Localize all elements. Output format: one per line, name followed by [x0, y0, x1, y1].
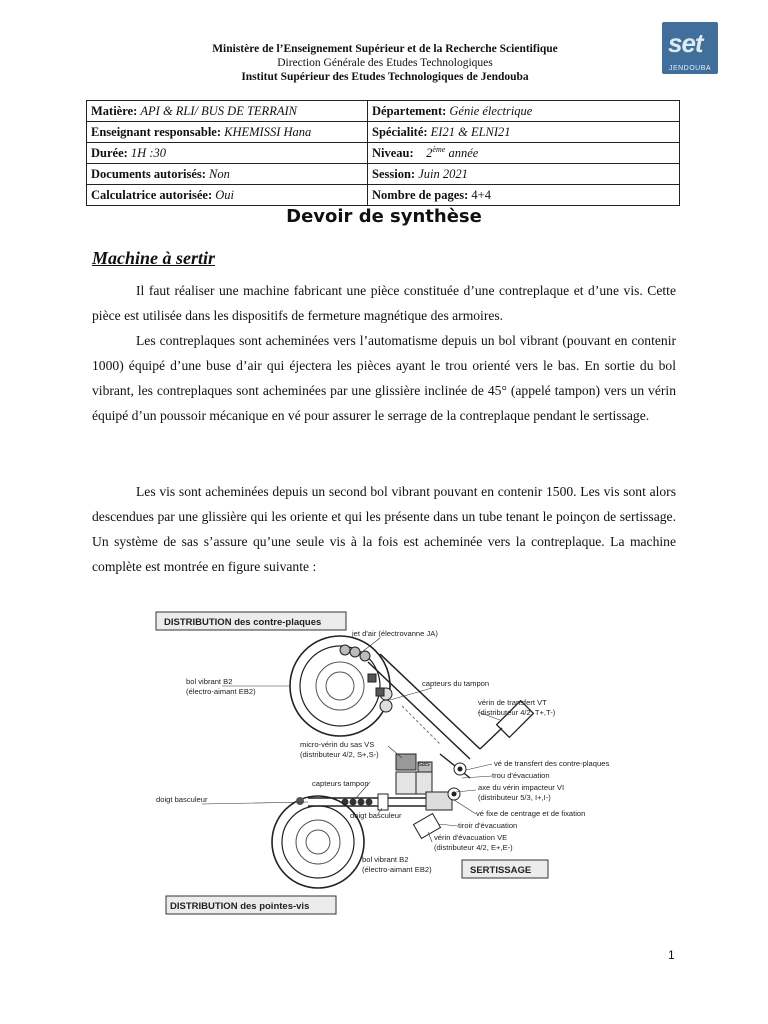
capteurs-tampon-top-label: capteurs du tampon	[422, 679, 490, 688]
logo-mark: set	[668, 28, 703, 58]
documents-value: Non	[209, 166, 230, 181]
specialite-cell: Spécialité: EI21 & ELNI21	[368, 122, 680, 143]
pages-value: 4+4	[471, 187, 491, 202]
bol-bottom-label-b: (électro-aimant EB2)	[362, 865, 432, 874]
matiere-cell: Matière: API & RLI/ BUS DE TERRAIN	[87, 101, 368, 122]
sas-label: sas	[418, 759, 430, 768]
enseignant-value: KHEMISSI Hana	[224, 124, 312, 139]
duree-value: 1H :30	[130, 145, 166, 160]
jet-air-label: jet d'air (électrovanne JA)	[352, 629, 438, 638]
documents-cell: Documents autorisés: Non	[87, 164, 368, 185]
verin-vt-label-a: vérin de transfert VT	[478, 698, 547, 707]
verin-vt-label-b: (distributeur 4/2, T+,T-)	[478, 708, 556, 717]
niveau-num: 2	[426, 146, 433, 161]
table-row	[87, 101, 680, 122]
matiere-value: API & RLI/ BUS DE TERRAIN	[140, 103, 297, 118]
institution-header	[120, 42, 650, 84]
doigt-basculeur-label-2: doigt basculeur	[350, 811, 402, 820]
exam-info-table	[86, 100, 680, 206]
box-sertissage-label: SERTISSAGE	[470, 865, 532, 876]
section-title: Machine à sertir	[92, 248, 216, 268]
niveau-cell: Niveau: 2ème année	[368, 143, 680, 164]
paragraph-vis: Les vis sont acheminées depuis un second bol vibrant pouvant en contenir 1500. Les vis sont alors descendues par une glissière qui les oriente et qui les présente dans un tube tenant le poinçon de sertissage. Un système de sas s’assure qu’une seule vis à la fois est acheminée vers la contreplaque. La machine complète est montrée en figure suivante :	[92, 484, 676, 574]
table-row	[87, 164, 680, 185]
ve-fixe-label: vé fixe de centrage et de fixation	[476, 809, 586, 818]
paragraph-contreplaques: Les contreplaques sont acheminées vers l’automatisme depuis un bol vibrant (pouvant en contenir 1000) équipé d’une buse d’air qui éjectera les pièces ayant le trou orienté vers le bas. En sortie du bol vibrant, les contreplaques sont acheminées par une glissière inclinée de 45° (appelé tampon) vers un vérin équipé d’un poussoir mécanique en vé pour assurer le serrage de la contreplaque pendant le sertissage.	[92, 333, 676, 423]
pages-cell: Nombre de pages: 4+4	[368, 185, 680, 206]
logo-city: JENDOUBA	[668, 65, 712, 72]
ve-transfert-label: vé de transfert des contre-plaques	[494, 759, 610, 768]
micro-verin-label-b: (distributeur 4/2, S+,S-)	[300, 750, 379, 759]
verin-ve-label-a: vérin d'évacuation VE	[434, 833, 508, 842]
top-vibrating-bowl	[290, 636, 392, 736]
axe-vi-label-b: (distributeur 5/3, I+,I-)	[478, 793, 551, 802]
table-row	[87, 143, 680, 164]
institute-line: Institut Supérieur des Etudes Technologiques de Jendouba	[241, 71, 529, 83]
enseignant-cell: Enseignant responsable: KHEMISSI Hana	[87, 122, 368, 143]
bol-top-label-b: (électro-aimant EB2)	[186, 687, 256, 696]
bol-bottom-label-a: bol vibrant B2	[362, 855, 409, 864]
duree-cell: Durée: 1H :30	[87, 143, 368, 164]
niveau-sup: ème	[432, 145, 446, 154]
trou-evac-label: trou d'évacuation	[492, 771, 550, 780]
tiroir-label: tiroir d'évacuation	[458, 821, 518, 830]
direction-line: Direction Générale des Etudes Technologiques	[277, 57, 493, 69]
specialite-value: EI21 & ELNI21	[430, 124, 511, 139]
doigt-basculeur-label-1: doigt basculeur	[156, 795, 208, 804]
iset-logo	[662, 22, 718, 74]
page-number: 1	[668, 948, 675, 962]
paragraph-intro: Il faut réaliser une machine fabricant une pièce constituée d’une contreplaque et d’une vis. Cette pièce est utilisée dans les dispositifs de fermeture magnétique des armoires.	[92, 283, 676, 323]
micro-verin-label-a: micro-vérin du sas VS	[300, 740, 375, 749]
bol-top-label-a: bol vibrant B2	[186, 677, 233, 686]
capteurs-tampon-label: capteurs tampon	[312, 779, 369, 788]
calculatrice-value: Oui	[215, 187, 235, 202]
ministry-line: Ministère de l’Enseignement Supérieur et de la Recherche Scientifique	[212, 43, 558, 55]
table-row	[87, 122, 680, 143]
axe-vi-label-a: axe du vérin impacteur VI	[478, 783, 565, 792]
table-row	[87, 185, 680, 206]
session-value: Juin 2021	[418, 166, 468, 181]
calculatrice-cell: Calculatrice autorisée: Oui	[87, 185, 368, 206]
box-top-label: DISTRIBUTION des contre-plaques	[164, 617, 322, 628]
departement-cell: Département: Génie électrique	[368, 101, 680, 122]
verin-ve-label-b: (distributeur 4/2, E+,E-)	[434, 843, 513, 852]
page-title: Devoir de synthèse	[286, 206, 482, 227]
bottom-vibrating-bowl	[272, 796, 364, 888]
niveau-value: année	[448, 146, 479, 161]
machine-diagram	[140, 604, 660, 924]
box-bottom-label: DISTRIBUTION des pointes-vis	[170, 901, 310, 912]
session-cell: Session: Juin 2021	[368, 164, 680, 185]
departement-value: Génie électrique	[449, 103, 533, 118]
